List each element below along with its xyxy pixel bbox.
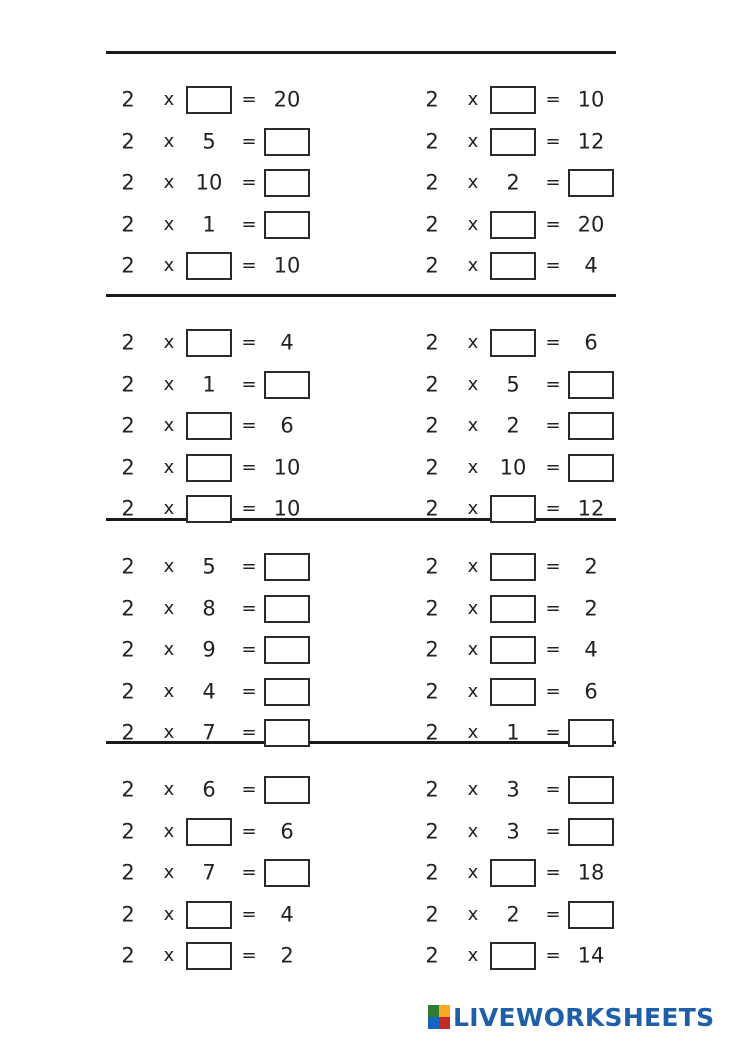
product: 6 bbox=[280, 819, 294, 843]
product-slot bbox=[568, 371, 614, 399]
factor-b-slot bbox=[490, 678, 536, 706]
equation-row bbox=[118, 857, 318, 889]
equals-sign: = bbox=[545, 130, 561, 152]
factor-a: 2 bbox=[425, 943, 439, 968]
answer-box[interactable] bbox=[264, 553, 310, 581]
times-sign: x bbox=[163, 332, 175, 353]
equation-row bbox=[422, 167, 622, 199]
equals-sign: = bbox=[545, 820, 561, 842]
product-slot bbox=[264, 169, 310, 197]
equation-row bbox=[422, 452, 622, 484]
times-sign: x bbox=[467, 456, 479, 478]
answer-box[interactable] bbox=[490, 128, 536, 156]
liveworksheets-logo bbox=[428, 1003, 714, 1031]
times-sign: x bbox=[163, 945, 175, 966]
section-divider bbox=[106, 51, 616, 54]
answer-box[interactable] bbox=[568, 776, 614, 804]
factor-b: 7 bbox=[202, 720, 216, 745]
factor-a: 2 bbox=[121, 496, 135, 521]
answer-box[interactable] bbox=[490, 211, 536, 239]
times-sign: x bbox=[163, 456, 175, 478]
equals-sign: = bbox=[241, 903, 257, 925]
answer-box[interactable] bbox=[568, 901, 614, 929]
product-slot bbox=[568, 776, 614, 804]
product-slot bbox=[568, 454, 614, 482]
equation-row bbox=[422, 676, 622, 708]
times-sign: x bbox=[163, 722, 175, 743]
factor-b: 1 bbox=[202, 212, 216, 236]
product-slot bbox=[264, 371, 310, 399]
answer-box[interactable] bbox=[568, 371, 614, 399]
equals-sign: = bbox=[545, 597, 561, 619]
answer-box[interactable] bbox=[186, 495, 232, 523]
equation-row bbox=[422, 84, 622, 116]
factor-a: 2 bbox=[425, 253, 439, 278]
product: 10 bbox=[273, 496, 301, 521]
times-sign: x bbox=[467, 820, 479, 842]
equation-row bbox=[422, 126, 622, 158]
times-sign: x bbox=[467, 332, 479, 353]
factor-b-slot bbox=[186, 942, 232, 970]
factor-a: 2 bbox=[425, 455, 439, 479]
times-sign: x bbox=[467, 779, 479, 800]
factor-a: 2 bbox=[121, 455, 135, 479]
equals-sign: = bbox=[545, 172, 561, 193]
answer-box[interactable] bbox=[490, 329, 536, 357]
factor-b-slot bbox=[490, 636, 536, 664]
product: 6 bbox=[584, 679, 598, 703]
logo-mark-icon bbox=[428, 1005, 450, 1029]
equation-row bbox=[118, 816, 318, 848]
equation-row bbox=[422, 250, 622, 282]
times-sign: x bbox=[467, 255, 479, 276]
answer-box[interactable] bbox=[490, 678, 536, 706]
answer-box[interactable] bbox=[490, 252, 536, 280]
factor-a: 2 bbox=[425, 496, 439, 521]
product: 4 bbox=[280, 902, 294, 926]
times-sign: x bbox=[163, 680, 175, 702]
equals-sign: = bbox=[241, 862, 257, 883]
factor-a: 2 bbox=[425, 413, 439, 438]
answer-box[interactable] bbox=[490, 859, 536, 887]
factor-b-slot bbox=[490, 595, 536, 623]
times-sign: x bbox=[163, 556, 175, 577]
factor-a: 2 bbox=[121, 129, 135, 153]
equation-row bbox=[422, 940, 622, 972]
product: 6 bbox=[584, 330, 598, 355]
factor-a: 2 bbox=[425, 860, 439, 885]
equals-sign: = bbox=[241, 820, 257, 842]
times-sign: x bbox=[163, 172, 175, 193]
answer-box[interactable] bbox=[264, 371, 310, 399]
factor-b: 3 bbox=[506, 777, 520, 802]
equation-row bbox=[422, 493, 622, 525]
factor-b-slot bbox=[186, 901, 232, 929]
factor-a: 2 bbox=[121, 170, 135, 195]
equals-sign: = bbox=[545, 255, 561, 276]
factor-b: 10 bbox=[195, 170, 223, 195]
equation-row bbox=[422, 634, 622, 666]
answer-box[interactable] bbox=[568, 818, 614, 846]
factor-b: 2 bbox=[506, 413, 520, 438]
factor-b: 2 bbox=[506, 902, 520, 926]
times-sign: x bbox=[163, 415, 175, 436]
equals-sign: = bbox=[241, 213, 257, 235]
factor-b-slot bbox=[490, 128, 536, 156]
product: 2 bbox=[280, 943, 294, 968]
factor-a: 2 bbox=[425, 212, 439, 236]
answer-box[interactable] bbox=[186, 329, 232, 357]
equation-row bbox=[422, 410, 622, 442]
factor-b: 1 bbox=[202, 372, 216, 396]
equation-row bbox=[422, 327, 622, 359]
equation-row bbox=[118, 493, 318, 525]
logo-text: LIVEWORKSHEETS bbox=[453, 1002, 715, 1032]
equals-sign: = bbox=[545, 722, 561, 743]
factor-b: 2 bbox=[506, 170, 520, 195]
factor-b-slot bbox=[490, 859, 536, 887]
factor-b: 10 bbox=[499, 455, 527, 479]
answer-box[interactable] bbox=[264, 169, 310, 197]
answer-box[interactable] bbox=[264, 678, 310, 706]
factor-a: 2 bbox=[121, 860, 135, 885]
factor-a: 2 bbox=[425, 87, 439, 112]
factor-a: 2 bbox=[121, 212, 135, 236]
factor-a: 2 bbox=[425, 129, 439, 153]
factor-a: 2 bbox=[425, 777, 439, 802]
equation-row bbox=[118, 774, 318, 806]
equals-sign: = bbox=[545, 373, 561, 395]
equals-sign: = bbox=[241, 255, 257, 276]
equation-row bbox=[118, 167, 318, 199]
factor-a: 2 bbox=[121, 554, 135, 579]
equals-sign: = bbox=[241, 639, 257, 660]
answer-box[interactable] bbox=[490, 495, 536, 523]
product-slot bbox=[264, 859, 310, 887]
factor-a: 2 bbox=[425, 902, 439, 926]
times-sign: x bbox=[467, 373, 479, 395]
equals-sign: = bbox=[241, 556, 257, 577]
answer-box[interactable] bbox=[568, 412, 614, 440]
factor-a: 2 bbox=[425, 372, 439, 396]
answer-box[interactable] bbox=[264, 859, 310, 887]
factor-a: 2 bbox=[121, 413, 135, 438]
equals-sign: = bbox=[241, 597, 257, 619]
factor-a: 2 bbox=[121, 902, 135, 926]
product-slot bbox=[568, 901, 614, 929]
product-slot bbox=[264, 776, 310, 804]
equation-row bbox=[118, 940, 318, 972]
factor-b: 3 bbox=[506, 819, 520, 843]
product-slot bbox=[568, 169, 614, 197]
factor-a: 2 bbox=[121, 330, 135, 355]
answer-box[interactable] bbox=[490, 86, 536, 114]
equals-sign: = bbox=[545, 213, 561, 235]
answer-box[interactable] bbox=[264, 595, 310, 623]
equals-sign: = bbox=[241, 456, 257, 478]
equals-sign: = bbox=[241, 89, 257, 110]
factor-b-slot bbox=[490, 211, 536, 239]
product: 6 bbox=[280, 413, 294, 438]
factor-b: 5 bbox=[506, 372, 520, 396]
product: 12 bbox=[577, 496, 605, 521]
times-sign: x bbox=[467, 415, 479, 436]
times-sign: x bbox=[467, 89, 479, 110]
factor-a: 2 bbox=[121, 943, 135, 968]
answer-box[interactable] bbox=[186, 454, 232, 482]
factor-a: 2 bbox=[121, 819, 135, 843]
times-sign: x bbox=[163, 498, 175, 519]
product: 2 bbox=[584, 596, 598, 620]
factor-a: 2 bbox=[425, 679, 439, 703]
product-slot bbox=[264, 553, 310, 581]
product-slot bbox=[264, 719, 310, 747]
factor-b-slot bbox=[186, 252, 232, 280]
answer-box[interactable] bbox=[568, 169, 614, 197]
times-sign: x bbox=[163, 779, 175, 800]
equals-sign: = bbox=[545, 89, 561, 110]
answer-box[interactable] bbox=[264, 776, 310, 804]
equation-row bbox=[118, 676, 318, 708]
times-sign: x bbox=[163, 862, 175, 883]
times-sign: x bbox=[163, 820, 175, 842]
product: 4 bbox=[280, 330, 294, 355]
equation-row bbox=[422, 857, 622, 889]
equals-sign: = bbox=[545, 903, 561, 925]
product-slot bbox=[568, 818, 614, 846]
product: 20 bbox=[577, 212, 605, 236]
equals-sign: = bbox=[545, 456, 561, 478]
factor-a: 2 bbox=[121, 679, 135, 703]
answer-box[interactable] bbox=[186, 818, 232, 846]
product-slot bbox=[264, 636, 310, 664]
times-sign: x bbox=[467, 722, 479, 743]
times-sign: x bbox=[163, 903, 175, 925]
factor-a: 2 bbox=[425, 637, 439, 662]
factor-a: 2 bbox=[121, 596, 135, 620]
factor-b-slot bbox=[186, 86, 232, 114]
product: 20 bbox=[273, 87, 301, 112]
equals-sign: = bbox=[545, 639, 561, 660]
times-sign: x bbox=[467, 597, 479, 619]
factor-b-slot bbox=[490, 329, 536, 357]
times-sign: x bbox=[163, 213, 175, 235]
factor-b: 5 bbox=[202, 129, 216, 153]
times-sign: x bbox=[163, 639, 175, 660]
product: 2 bbox=[584, 554, 598, 579]
times-sign: x bbox=[467, 172, 479, 193]
product: 4 bbox=[584, 637, 598, 662]
answer-box[interactable] bbox=[264, 211, 310, 239]
equals-sign: = bbox=[241, 172, 257, 193]
factor-b: 6 bbox=[202, 777, 216, 802]
answer-box[interactable] bbox=[186, 942, 232, 970]
equation-row bbox=[118, 250, 318, 282]
answer-box[interactable] bbox=[568, 719, 614, 747]
equation-row bbox=[118, 452, 318, 484]
equals-sign: = bbox=[241, 415, 257, 436]
answer-box[interactable] bbox=[490, 636, 536, 664]
times-sign: x bbox=[467, 130, 479, 152]
product: 18 bbox=[577, 860, 605, 885]
answer-box[interactable] bbox=[490, 595, 536, 623]
factor-a: 2 bbox=[425, 170, 439, 195]
times-sign: x bbox=[467, 862, 479, 883]
product: 10 bbox=[577, 87, 605, 112]
factor-a: 2 bbox=[121, 637, 135, 662]
factor-b-slot bbox=[186, 412, 232, 440]
equals-sign: = bbox=[545, 945, 561, 966]
product: 12 bbox=[577, 129, 605, 153]
product-slot bbox=[568, 719, 614, 747]
factor-b-slot bbox=[186, 329, 232, 357]
factor-b-slot bbox=[490, 495, 536, 523]
answer-box[interactable] bbox=[264, 719, 310, 747]
factor-a: 2 bbox=[425, 554, 439, 579]
factor-b: 9 bbox=[202, 637, 216, 662]
product: 10 bbox=[273, 253, 301, 278]
factor-b: 4 bbox=[202, 679, 216, 703]
product-slot bbox=[264, 595, 310, 623]
factor-a: 2 bbox=[121, 253, 135, 278]
times-sign: x bbox=[163, 597, 175, 619]
answer-box[interactable] bbox=[264, 636, 310, 664]
answer-box[interactable] bbox=[186, 412, 232, 440]
times-sign: x bbox=[467, 556, 479, 577]
factor-a: 2 bbox=[425, 720, 439, 745]
product-slot bbox=[264, 211, 310, 239]
times-sign: x bbox=[467, 639, 479, 660]
factor-a: 2 bbox=[121, 87, 135, 112]
equation-row bbox=[118, 327, 318, 359]
factor-b: 8 bbox=[202, 596, 216, 620]
equation-row bbox=[118, 126, 318, 158]
equals-sign: = bbox=[545, 680, 561, 702]
answer-box[interactable] bbox=[186, 252, 232, 280]
answer-box[interactable] bbox=[568, 454, 614, 482]
factor-b-slot bbox=[186, 454, 232, 482]
equation-row bbox=[422, 369, 622, 401]
equation-row bbox=[422, 816, 622, 848]
factor-a: 2 bbox=[425, 596, 439, 620]
equation-row bbox=[422, 209, 622, 241]
equals-sign: = bbox=[241, 722, 257, 743]
times-sign: x bbox=[163, 373, 175, 395]
equation-row bbox=[118, 717, 318, 749]
answer-box[interactable] bbox=[490, 942, 536, 970]
times-sign: x bbox=[467, 213, 479, 235]
equation-row bbox=[118, 369, 318, 401]
equation-row bbox=[118, 209, 318, 241]
factor-b-slot bbox=[186, 495, 232, 523]
product-slot bbox=[264, 128, 310, 156]
factor-a: 2 bbox=[121, 372, 135, 396]
times-sign: x bbox=[467, 945, 479, 966]
equals-sign: = bbox=[545, 556, 561, 577]
equation-row bbox=[118, 899, 318, 931]
equals-sign: = bbox=[545, 779, 561, 800]
answer-box[interactable] bbox=[490, 553, 536, 581]
times-sign: x bbox=[163, 89, 175, 110]
equation-row bbox=[422, 593, 622, 625]
product: 14 bbox=[577, 943, 605, 968]
factor-a: 2 bbox=[425, 330, 439, 355]
answer-box[interactable] bbox=[264, 128, 310, 156]
factor-b: 5 bbox=[202, 554, 216, 579]
product: 10 bbox=[273, 455, 301, 479]
equation-row bbox=[118, 551, 318, 583]
answer-box[interactable] bbox=[186, 86, 232, 114]
equals-sign: = bbox=[241, 779, 257, 800]
times-sign: x bbox=[467, 498, 479, 519]
equation-row bbox=[422, 774, 622, 806]
factor-b-slot bbox=[186, 818, 232, 846]
equals-sign: = bbox=[241, 130, 257, 152]
equals-sign: = bbox=[241, 373, 257, 395]
factor-b: 7 bbox=[202, 860, 216, 885]
equals-sign: = bbox=[545, 332, 561, 353]
product-slot bbox=[568, 412, 614, 440]
answer-box[interactable] bbox=[186, 901, 232, 929]
equation-row bbox=[422, 717, 622, 749]
section-divider bbox=[106, 294, 616, 297]
times-sign: x bbox=[467, 680, 479, 702]
equals-sign: = bbox=[545, 862, 561, 883]
equals-sign: = bbox=[241, 945, 257, 966]
equals-sign: = bbox=[241, 498, 257, 519]
equation-row bbox=[118, 634, 318, 666]
factor-b-slot bbox=[490, 553, 536, 581]
factor-b-slot bbox=[490, 86, 536, 114]
factor-b-slot bbox=[490, 252, 536, 280]
equals-sign: = bbox=[545, 498, 561, 519]
factor-b-slot bbox=[490, 942, 536, 970]
factor-b: 1 bbox=[506, 720, 520, 745]
equals-sign: = bbox=[241, 680, 257, 702]
equals-sign: = bbox=[241, 332, 257, 353]
factor-a: 2 bbox=[121, 777, 135, 802]
equation-row bbox=[422, 899, 622, 931]
factor-a: 2 bbox=[121, 720, 135, 745]
equation-row bbox=[118, 84, 318, 116]
equation-row bbox=[118, 593, 318, 625]
equals-sign: = bbox=[545, 415, 561, 436]
equation-row bbox=[118, 410, 318, 442]
factor-a: 2 bbox=[425, 819, 439, 843]
times-sign: x bbox=[163, 255, 175, 276]
product-slot bbox=[264, 678, 310, 706]
equation-row bbox=[422, 551, 622, 583]
times-sign: x bbox=[163, 130, 175, 152]
times-sign: x bbox=[467, 903, 479, 925]
product: 4 bbox=[584, 253, 598, 278]
